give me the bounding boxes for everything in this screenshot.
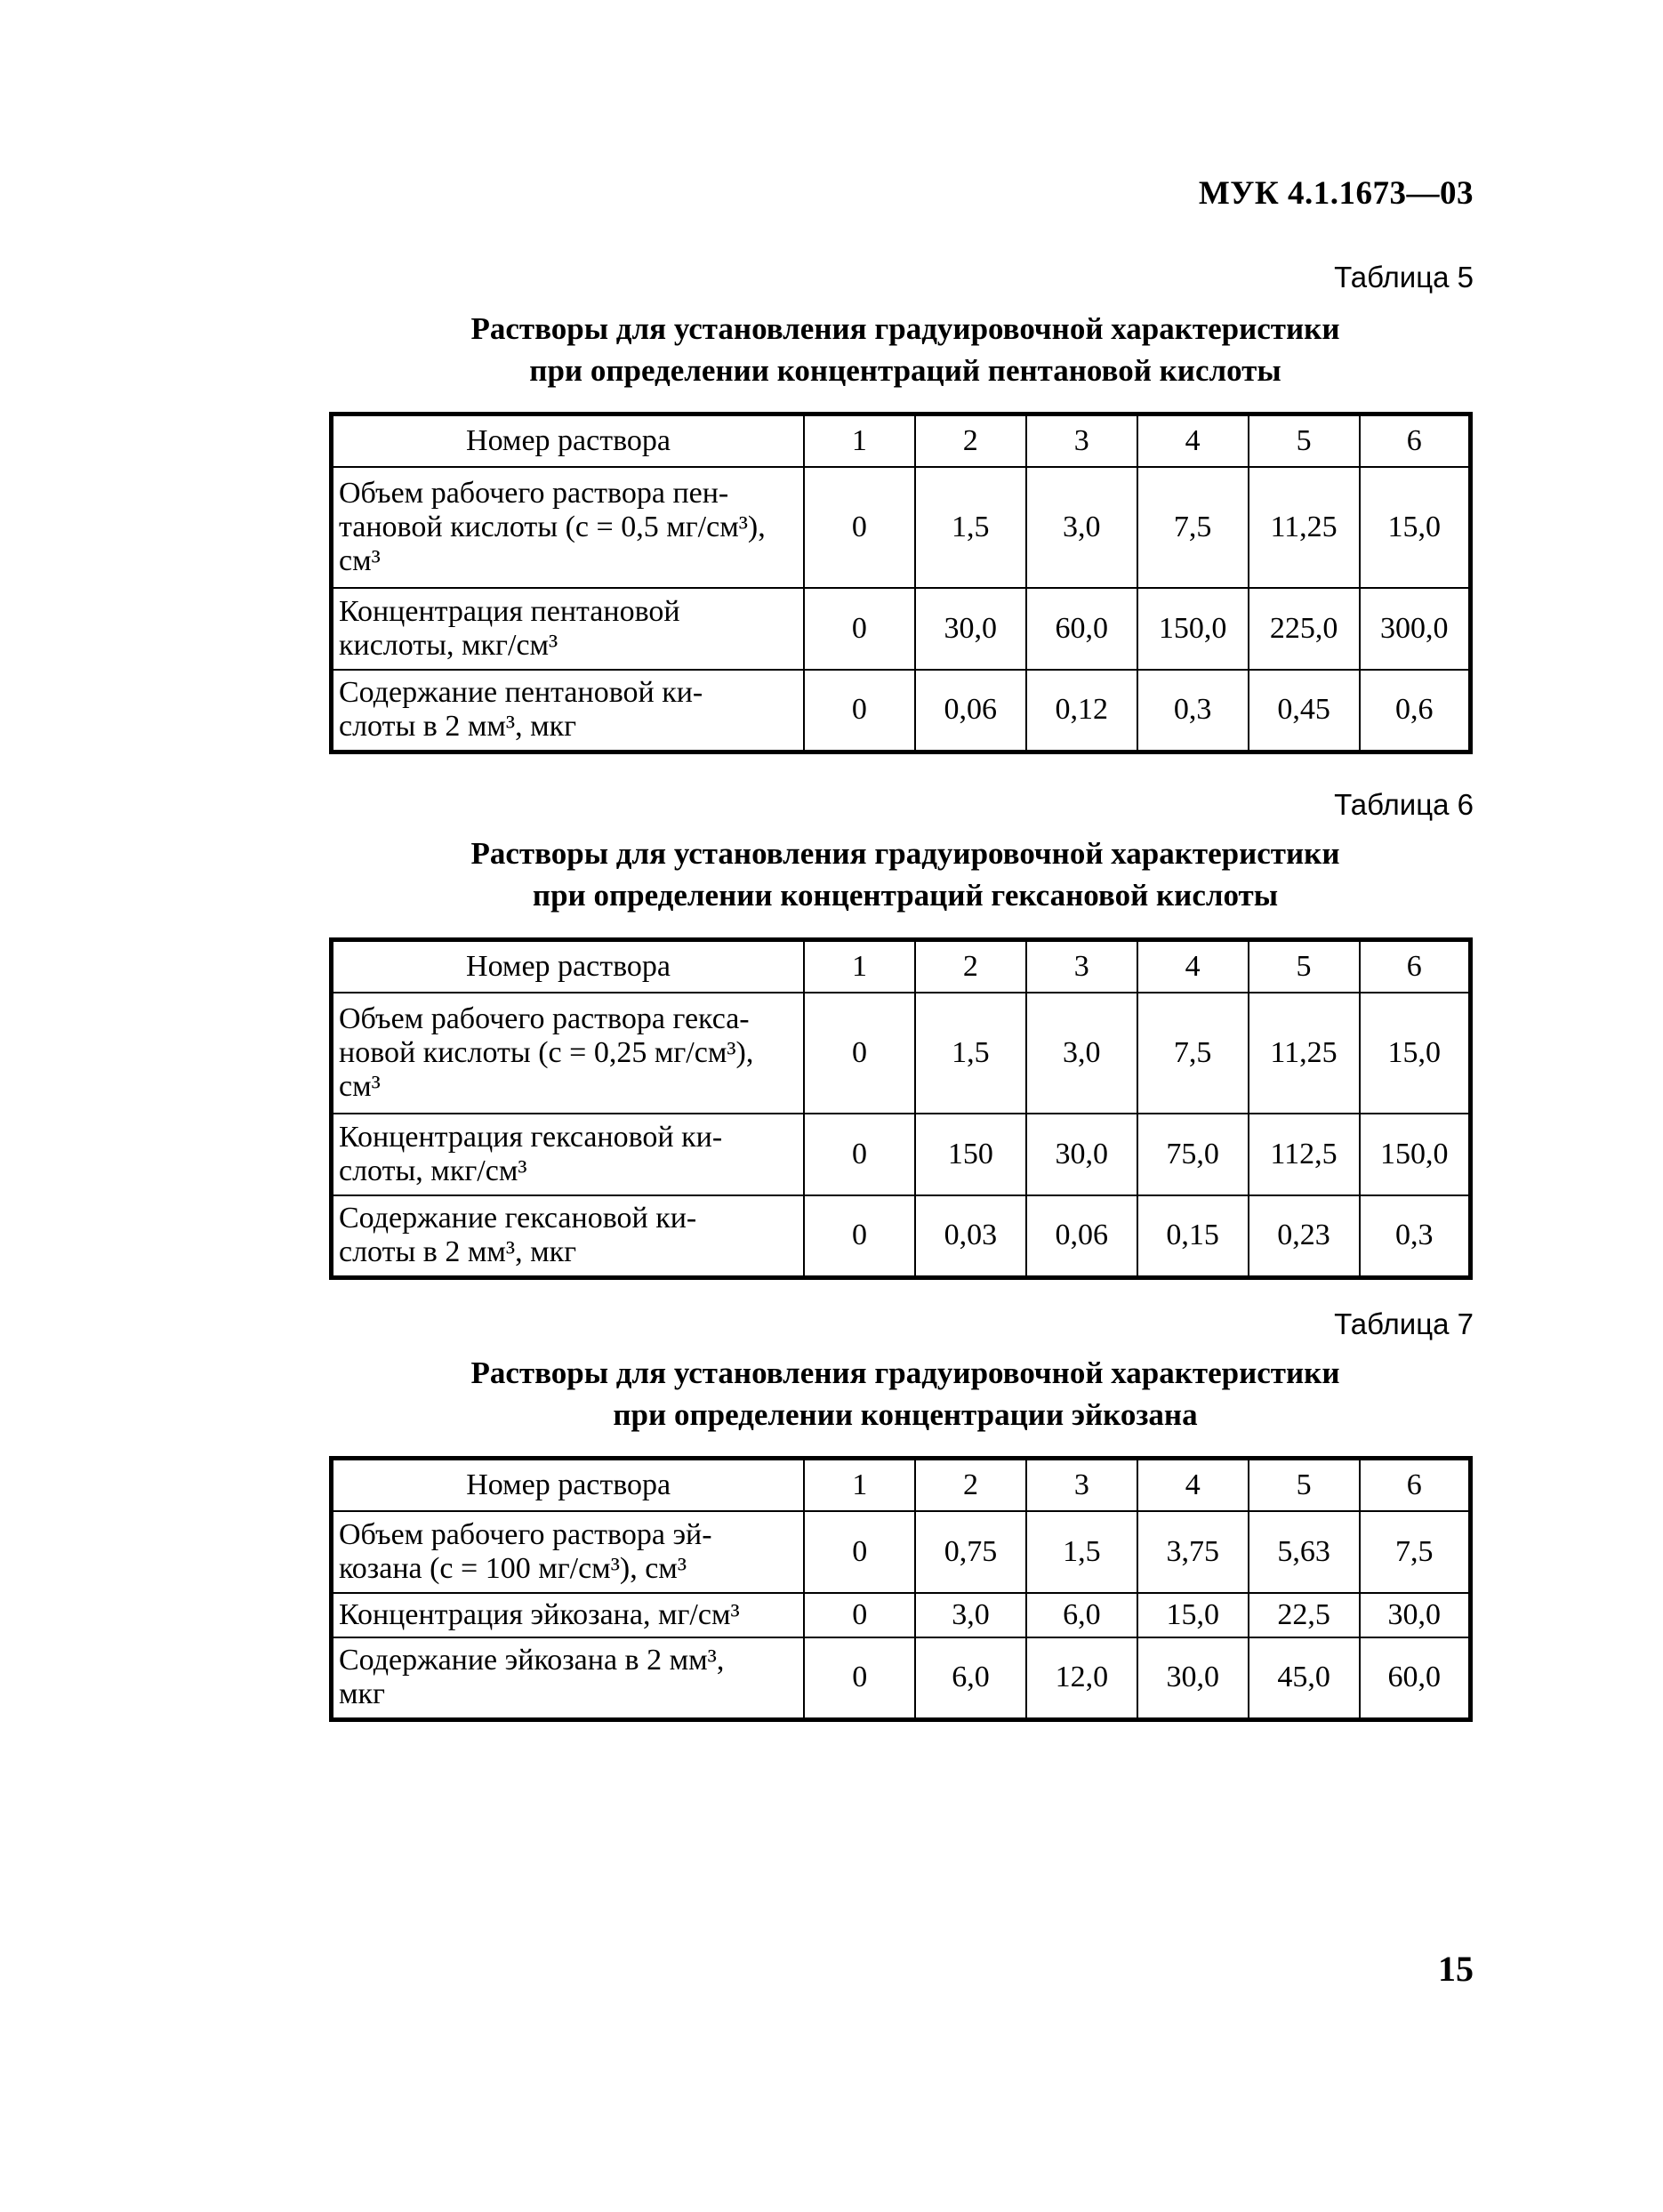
- value-cell: 3,0: [915, 1593, 1026, 1637]
- row-label-line: козана (с = 100 мг/см³), см³: [339, 1552, 687, 1585]
- table-6-caption: [327, 833, 1483, 916]
- table-row: [332, 993, 1471, 1114]
- value-cell: 112,5: [1249, 1114, 1360, 1195]
- header-cell: 4: [1137, 1459, 1249, 1512]
- table-6-caption-line-1: Растворы для установления градуировочной характеристики: [470, 836, 1340, 871]
- header-cell: 6: [1360, 940, 1471, 993]
- value-cell: 6,0: [1026, 1593, 1137, 1637]
- value-cell: 0: [804, 1511, 915, 1593]
- row-label-line: см³: [339, 1070, 381, 1103]
- table-6: [329, 937, 1473, 1280]
- value-cell: 11,25: [1249, 467, 1360, 588]
- page-number: 15: [1438, 1949, 1474, 1989]
- table-7-caption: [327, 1352, 1483, 1436]
- value-cell: 0: [804, 467, 915, 588]
- value-cell: 0: [804, 993, 915, 1114]
- value-cell: 5,63: [1249, 1511, 1360, 1593]
- row-label-line: слоты в 2 мм³, мкг: [339, 1235, 577, 1269]
- table-7-caption-line-2: при определении концентрации эйкозана: [613, 1397, 1198, 1432]
- row-label-line: Концентрация эйкозана, мг/см³: [339, 1598, 740, 1631]
- row-label: [332, 670, 805, 752]
- value-cell: 1,5: [1026, 1511, 1137, 1593]
- row-label-line: новой кислоты (с = 0,25 мг/см³),: [339, 1036, 754, 1069]
- header-cell: 2: [915, 1459, 1026, 1512]
- value-cell: 0,06: [915, 670, 1026, 752]
- table-header-row: [332, 414, 1471, 468]
- value-cell: 45,0: [1249, 1637, 1360, 1719]
- row-label: [332, 1593, 805, 1637]
- header-cell: 2: [915, 940, 1026, 993]
- value-cell: 300,0: [1360, 588, 1471, 670]
- value-cell: 0,12: [1026, 670, 1137, 752]
- row-label: [332, 993, 805, 1114]
- value-cell: 150,0: [1360, 1114, 1471, 1195]
- value-cell: 0: [804, 588, 915, 670]
- header-cell: 3: [1026, 414, 1137, 468]
- table-row: [332, 1637, 1471, 1719]
- header-cell: 4: [1137, 940, 1249, 993]
- value-cell: 3,0: [1026, 993, 1137, 1114]
- header-cell: 4: [1137, 414, 1249, 468]
- table-7: [329, 1456, 1473, 1722]
- value-cell: 75,0: [1137, 1114, 1249, 1195]
- value-cell: 0,3: [1360, 1195, 1471, 1277]
- table-row: [332, 588, 1471, 670]
- row-label: [332, 1637, 805, 1719]
- header-cell: 5: [1249, 1459, 1360, 1512]
- value-cell: 15,0: [1360, 467, 1471, 588]
- header-cell: Номер раствора: [332, 1459, 805, 1512]
- table-5-caption: [327, 308, 1483, 391]
- value-cell: 0: [804, 670, 915, 752]
- row-label-line: Концентрация пентановой: [339, 595, 680, 628]
- row-label-line: слоты, мкг/см³: [339, 1154, 527, 1187]
- header-cell: 2: [915, 414, 1026, 468]
- row-label-line: слоты в 2 мм³, мкг: [339, 710, 577, 744]
- value-cell: 0,23: [1249, 1195, 1360, 1277]
- table-7-label: Таблица 7: [1334, 1307, 1474, 1340]
- row-label: [332, 1195, 805, 1277]
- value-cell: 15,0: [1137, 1593, 1249, 1637]
- table-header-row: [332, 1459, 1471, 1512]
- header-cell: 1: [804, 940, 915, 993]
- value-cell: 1,5: [915, 993, 1026, 1114]
- value-cell: 0,3: [1137, 670, 1249, 752]
- value-cell: 60,0: [1360, 1637, 1471, 1719]
- value-cell: 30,0: [1137, 1637, 1249, 1719]
- table-6-label: Таблица 6: [1334, 788, 1474, 821]
- value-cell: 7,5: [1360, 1511, 1471, 1593]
- header-cell: 1: [804, 414, 915, 468]
- value-cell: 0: [804, 1114, 915, 1195]
- row-label-line: Концентрация гексановой ки-: [339, 1121, 723, 1154]
- table-5: [329, 412, 1473, 754]
- value-cell: 30,0: [1360, 1593, 1471, 1637]
- row-label-line: Объем рабочего раствора эй-: [339, 1518, 712, 1551]
- header-cell: 3: [1026, 1459, 1137, 1512]
- table-5-caption-line-1: Растворы для установления градуировочной характеристики: [470, 311, 1340, 346]
- value-cell: 0,03: [915, 1195, 1026, 1277]
- value-cell: 0,75: [915, 1511, 1026, 1593]
- header-cell: Номер раствора: [332, 414, 805, 468]
- value-cell: 150,0: [1137, 588, 1249, 670]
- header-cell: Номер раствора: [332, 940, 805, 993]
- header-cell: 6: [1360, 1459, 1471, 1512]
- row-label-line: см³: [339, 544, 381, 577]
- value-cell: 22,5: [1249, 1593, 1360, 1637]
- value-cell: 0: [804, 1637, 915, 1719]
- value-cell: 12,0: [1026, 1637, 1137, 1719]
- table-row: [332, 467, 1471, 588]
- table-row: [332, 670, 1471, 752]
- value-cell: 30,0: [915, 588, 1026, 670]
- row-label: [332, 1511, 805, 1593]
- value-cell: 11,25: [1249, 993, 1360, 1114]
- table-5-label: Таблица 5: [1334, 261, 1474, 294]
- value-cell: 0,6: [1360, 670, 1471, 752]
- row-label-line: Содержание пентановой ки-: [339, 676, 703, 710]
- table-row: [332, 1114, 1471, 1195]
- header-code: МУК 4.1.1673—03: [1198, 175, 1474, 212]
- value-cell: 60,0: [1026, 588, 1137, 670]
- row-label-line: тановой кислоты (с = 0,5 мг/см³),: [339, 511, 766, 543]
- row-label: [332, 588, 805, 670]
- header-cell: 3: [1026, 940, 1137, 993]
- table-row: [332, 1511, 1471, 1593]
- table-header-row: [332, 940, 1471, 993]
- table-5-caption-line-2: при определении концентраций пентановой кислоты: [529, 353, 1281, 388]
- value-cell: 0,06: [1026, 1195, 1137, 1277]
- header-cell: 5: [1249, 414, 1360, 468]
- header-cell: 5: [1249, 940, 1360, 993]
- value-cell: 0: [804, 1195, 915, 1277]
- row-label-line: Объем рабочего раствора пен-: [339, 477, 729, 510]
- value-cell: 225,0: [1249, 588, 1360, 670]
- value-cell: 7,5: [1137, 993, 1249, 1114]
- value-cell: 1,5: [915, 467, 1026, 588]
- table-6-caption-line-2: при определении концентраций гексановой кислоты: [532, 878, 1279, 913]
- value-cell: 150: [915, 1114, 1026, 1195]
- value-cell: 3,75: [1137, 1511, 1249, 1593]
- row-label-line: Объем рабочего раствора гекса-: [339, 1002, 750, 1035]
- value-cell: 7,5: [1137, 467, 1249, 588]
- table-row: [332, 1593, 1471, 1637]
- value-cell: 30,0: [1026, 1114, 1137, 1195]
- row-label-line: Содержание эйкозана в 2 мм³,: [339, 1644, 725, 1677]
- value-cell: 3,0: [1026, 467, 1137, 588]
- value-cell: 6,0: [915, 1637, 1026, 1719]
- header-cell: 6: [1360, 414, 1471, 468]
- header-cell: 1: [804, 1459, 915, 1512]
- row-label: [332, 1114, 805, 1195]
- value-cell: 15,0: [1360, 993, 1471, 1114]
- value-cell: 0: [804, 1593, 915, 1637]
- table-row: [332, 1195, 1471, 1277]
- value-cell: 0,45: [1249, 670, 1360, 752]
- value-cell: 0,15: [1137, 1195, 1249, 1277]
- table-7-caption-line-1: Растворы для установления градуировочной характеристики: [470, 1355, 1340, 1390]
- row-label: [332, 467, 805, 588]
- row-label-line: мкг: [339, 1677, 385, 1711]
- row-label-line: Содержание гексановой ки-: [339, 1202, 697, 1235]
- row-label-line: кислоты, мкг/см³: [339, 629, 558, 662]
